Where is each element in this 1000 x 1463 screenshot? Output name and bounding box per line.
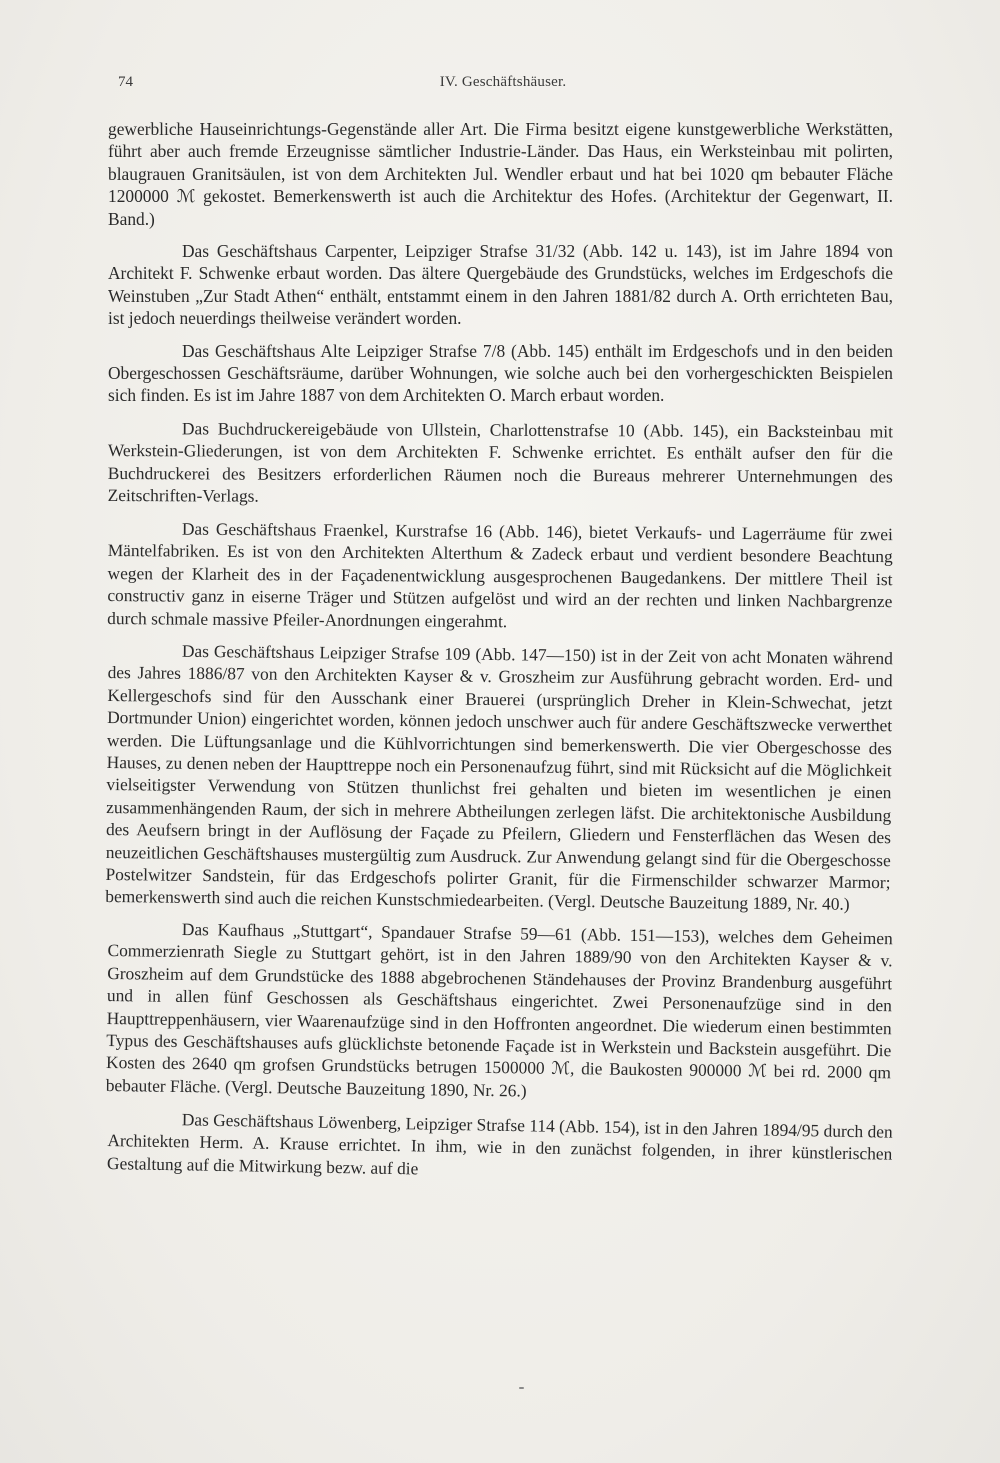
print-speck bbox=[519, 1387, 524, 1389]
paragraph-carpenter: Das Geschäftshaus Carpenter, Leipziger Strafse 31/32 (Abb. 142 u. 143), ist im Jahre 1894 von Architekt F. Schwenke erbaut worden. Das ältere Quergebäude des Grundstücks, welches im Erdgeschofs die Weinstuben „Zur Stadt Athen“ enthält, entstammt einem in den Jahren 1881/82 durch A. Orth errichteten Bau, ist jedoch neuerdings theilweise verändert worden. bbox=[108, 241, 893, 329]
page-header bbox=[118, 74, 888, 98]
body-text bbox=[105, 118, 893, 1184]
paragraph-kaufhaus-stuttgart: Das Kaufhaus „Stuttgart“, Spandauer Strafse 59—61 (Abb. 151—153), welches dem Geheimen Commerzienrath Siegle zu Stuttgart gehört, ist in den Jahren 1889/90 von den Architekten Kayser & v. Groszheim auf dem Grundstücke des 1888 abgebrochenen Ständehauses der Provinz Brandenburg ausgeführt und in allen fünf Geschossen als Geschäftshaus eingerichtet. Zwei Personenaufzüge sind in den Haupttreppenhäusern, vier Waarenaufzüge sind in den Hoffronten angeordnet. Die wiederum einen bestimmten Typus des Geschäftshauses aufs glücklichste betonende Façade ist in Werkstein und Backstein ausgeführt. Die Kosten des 2640 qm grofsen Grundstücks betrugen 1500000 ℳ, die Baukosten 900000 ℳ bei rd. 2000 qm bebauter Fläche. (Vergl. Deutsche Bauzeitung 1890, Nr. 26.) bbox=[105, 919, 893, 1101]
paragraph-ullstein: Das Buchdruckereigebäude von Ullstein, Charlottenstrafse 10 (Abb. 145), ein Backsteinbau mit Werkstein-Gliederungen, ist von dem Architekten F. Schwenke errichtet. Es enthält aufser den für die Buchdruckerei des Besitzers erforderlichen Räumen noch die Bureaus mehrerer Unternehmungen des Zeitschriften-Verlags. bbox=[107, 418, 893, 506]
paragraph-continuation: gewerbliche Hauseinrichtungs-Gegenstände aller Art. Die Firma besitzt eigene kunstgewerbliche Werkstätten, führt aber auch fremde Erzeugnisse sämtlicher Industrie-Länder. Das Haus, ein Werksteinbau mit polirten, blaugrauen Granitsäulen, ist von dem Architekten Jul. Wendler erbaut und hat bei 1020 qm bebauter Fläche 1200000 ℳ gekostet. Bemerkenswerth ist auch die Architektur des Hofes. (Architektur der Gegenwart, II. Band.) bbox=[108, 119, 893, 229]
running-head: IV. Geschäftshäuser. bbox=[439, 74, 567, 90]
paragraph-fraenkel: Das Geschäftshaus Fraenkel, Kurstrafse 16 (Abb. 146), bietet Verkaufs- und Lagerräume für zwei Mäntelfabriken. Es ist von den Architekten Alterthum & Zadeck erbaut und verdient besondere Beachtung wegen der Klarheit des in der Façadenentwicklung ausgesprochenen Baugedankens. Der mittlere Theil ist constructiv ganz in eiserne Träger und Stützen aufgelöst und wird an der rechten und linken Nachbargrenze durch schmale massive Pfeiler-Anordnungen eingerahmt. bbox=[107, 518, 893, 631]
paragraph-alte-leipziger: Das Geschäftshaus Alte Leipziger Strafse 7/8 (Abb. 145) enthält im Erdgeschofs und in den beiden Obergeschossen Geschäftsräume, darüber Wohnungen, wie solche auch bei den vorhergeschickten Beispielen sich finden. Es ist im Jahre 1887 von dem Architekten O. March erbaut worden. bbox=[108, 340, 893, 406]
paragraph-loewenberg: Das Geschäftshaus Löwenberg, Leipziger Strafse 114 (Abb. 154), ist in den Jahren 1894/95 durch den Architekten Herm. A. Krause errichtet. In ihm, wie in den zunächst folgenden, in ihrer künstlerischen Gestaltung auf die Mitwirkung bezw. auf die bbox=[106, 1108, 893, 1178]
page-number: 74 bbox=[118, 74, 133, 90]
paragraph-leipziger-109: Das Geschäftshaus Leipziger Strafse 109 (Abb. 147—150) ist in der Zeit von acht Monaten während des Jahres 1886/87 von den Architekten Kayser & v. Groszheim zur Ausführung gebracht worden. Erd- und Kellergeschofs sind für den Ausschank einer Brauerei (ursprünglich Dreher in Klein-Schwechat, jetzt Dortmunder Union) eingerichtet worden, können jedoch unschwer auch für andere Geschäftszwecke verwerthet werden. Die Lüftungsanlage und die Kühlvorrichtungen sind bemerkenswerth. Die vier Obergeschosse des Hauses, zu denen neben der Haupttreppe noch ein Personenaufzug führt, sind mit Rücksicht auf die Möglichkeit vielseitigster Verwendung von Stützen thunlichst frei gehalten und bieten im wesentlichen je einen zusammenhängenden Raum, der sich in mehrere Abtheilungen zerlegen läfst. Die architektonische Ausbildung des Aeufsern bringt in der Auflösung der Façade zu Pfeilern, Gliedern und Fensterflächen das Wesen des neuzeitlichen Geschäftshauses mustergültig zum Ausdruck. Zur Anwendung gelangt sind für die Obergeschosse Postelwitzer Sandstein, für das Erdgeschofs polirter Granit, für die Firmenschilder schwarzer Marmor; bemerkenswerth sind auch die reichen Kunstschmiedearbeiten. (Vergl. Deutsche Bauzeitung 1889, Nr. 40.) bbox=[105, 640, 893, 914]
